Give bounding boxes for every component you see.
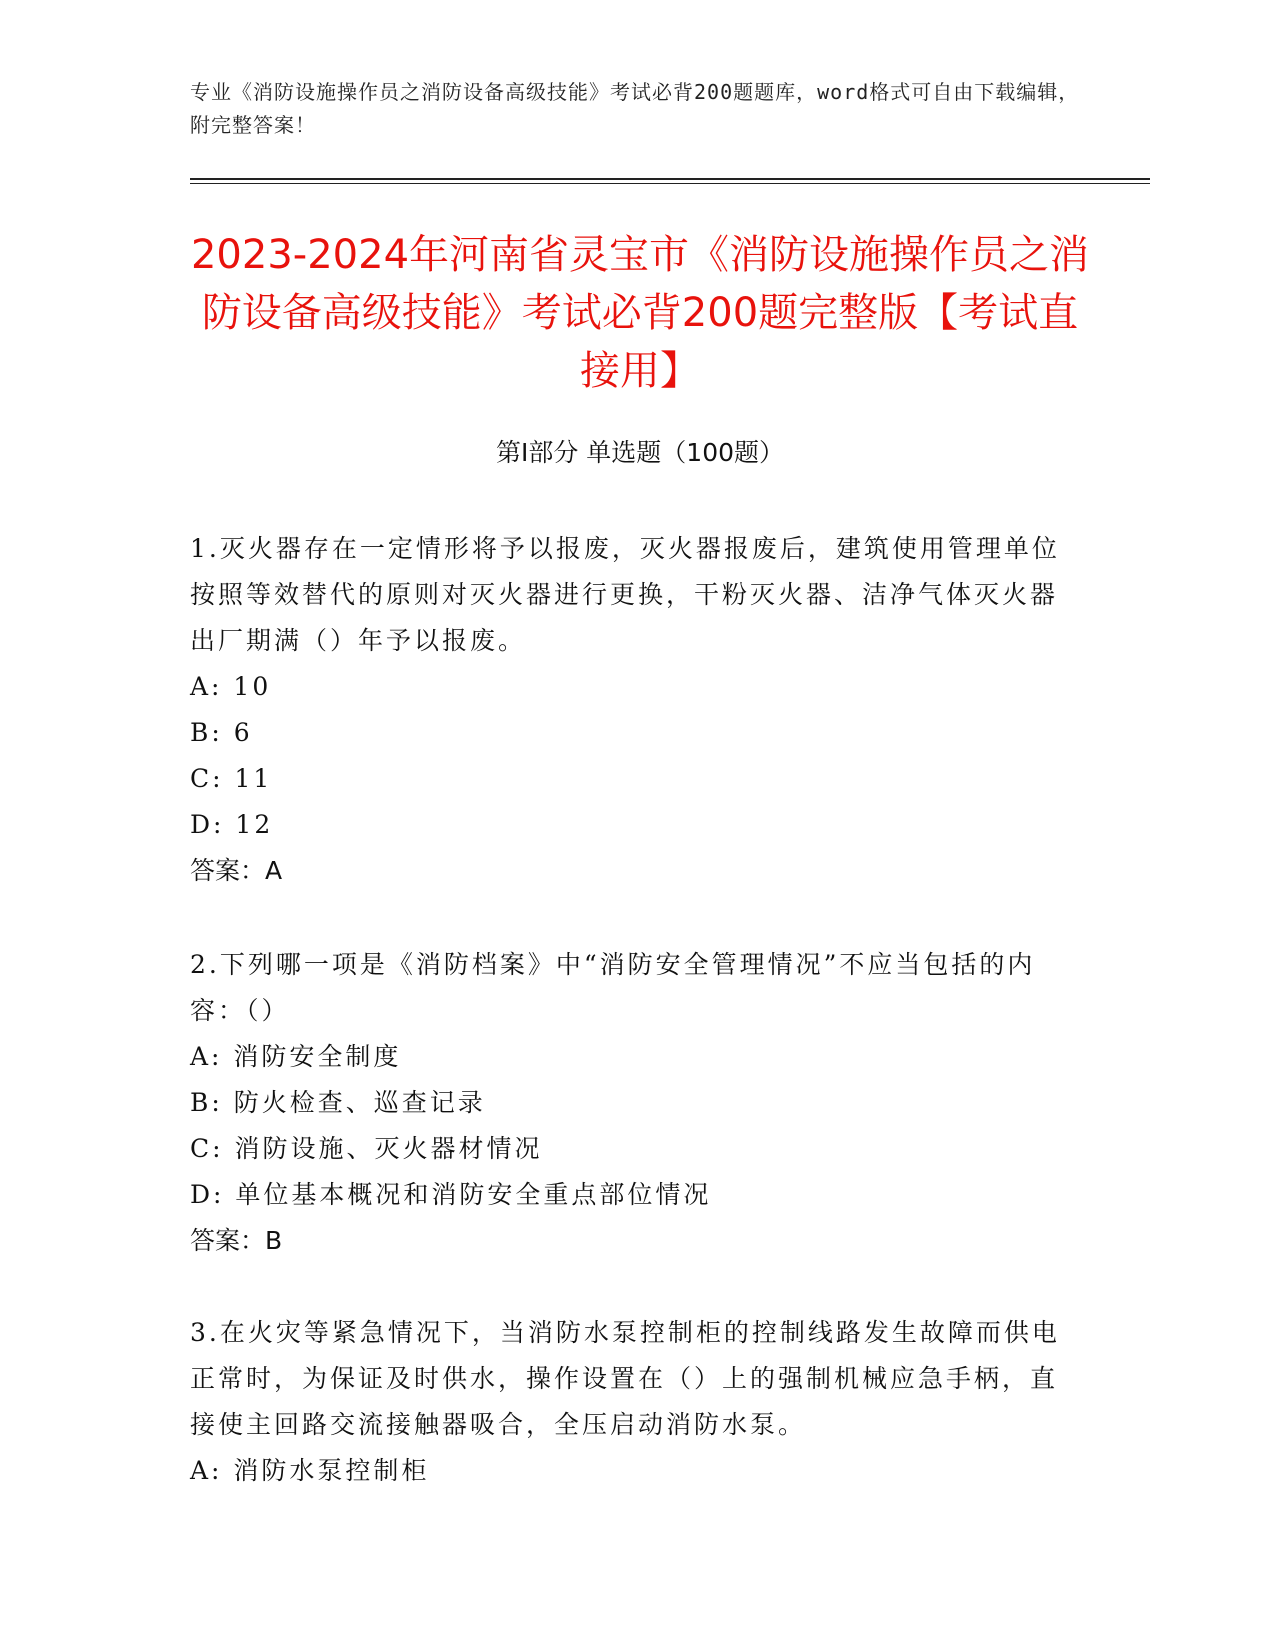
question-text: 1.灭火器存在一定情形将予以报废，灭火器报废后，建筑使用管理单位按照等效替代的原则对灭火器进行更换，干粉灭火器、洁净气体灭火器出厂期满（）年予以报废。	[190, 534, 1060, 655]
header-note: 专业《消防设施操作员之消防设备高级技能》考试必背200题题库，word格式可自由下载编辑，附完整答案！	[190, 80, 1080, 137]
question-1	[190, 526, 1070, 894]
question-text: 3.在火灾等紧急情况下，当消防水泵控制柜的控制线路发生故障而供电正常时，为保证及时供水，操作设置在（）上的强制机械应急手柄，直接使主回路交流接触器吸合，全压启动消防水泵。	[190, 1318, 1060, 1439]
option-d: D: 12	[190, 810, 274, 839]
header-divider	[190, 178, 1150, 180]
answer: 答案：A	[190, 856, 283, 885]
option-b: B: 防火检查、巡查记录	[190, 1088, 486, 1117]
question-3	[190, 1310, 1070, 1494]
option-c: C: 11	[190, 764, 273, 793]
header-divider-thin	[190, 183, 1150, 184]
option-c: C: 消防设施、灭火器材情况	[190, 1134, 543, 1163]
option-d: D: 单位基本概况和消防安全重点部位情况	[190, 1180, 712, 1209]
answer: 答案：B	[190, 1226, 283, 1255]
question-text: 2.下列哪一项是《消防档案》中“消防安全管理情况”不应当包括的内容：（）	[190, 950, 1036, 1025]
option-a: A: 消防水泵控制柜	[190, 1456, 430, 1485]
option-a: A: 消防安全制度	[190, 1042, 402, 1071]
question-2	[190, 942, 1070, 1264]
document-title: 2023-2024年河南省灵宝市《消防设施操作员之消防设备高级技能》考试必背200题完整版【考试直接用】	[190, 232, 1090, 394]
option-b: B: 6	[190, 718, 253, 747]
section-heading: 第Ⅰ部分 单选题（100题）	[495, 438, 785, 467]
option-a: A: 10	[190, 672, 272, 701]
